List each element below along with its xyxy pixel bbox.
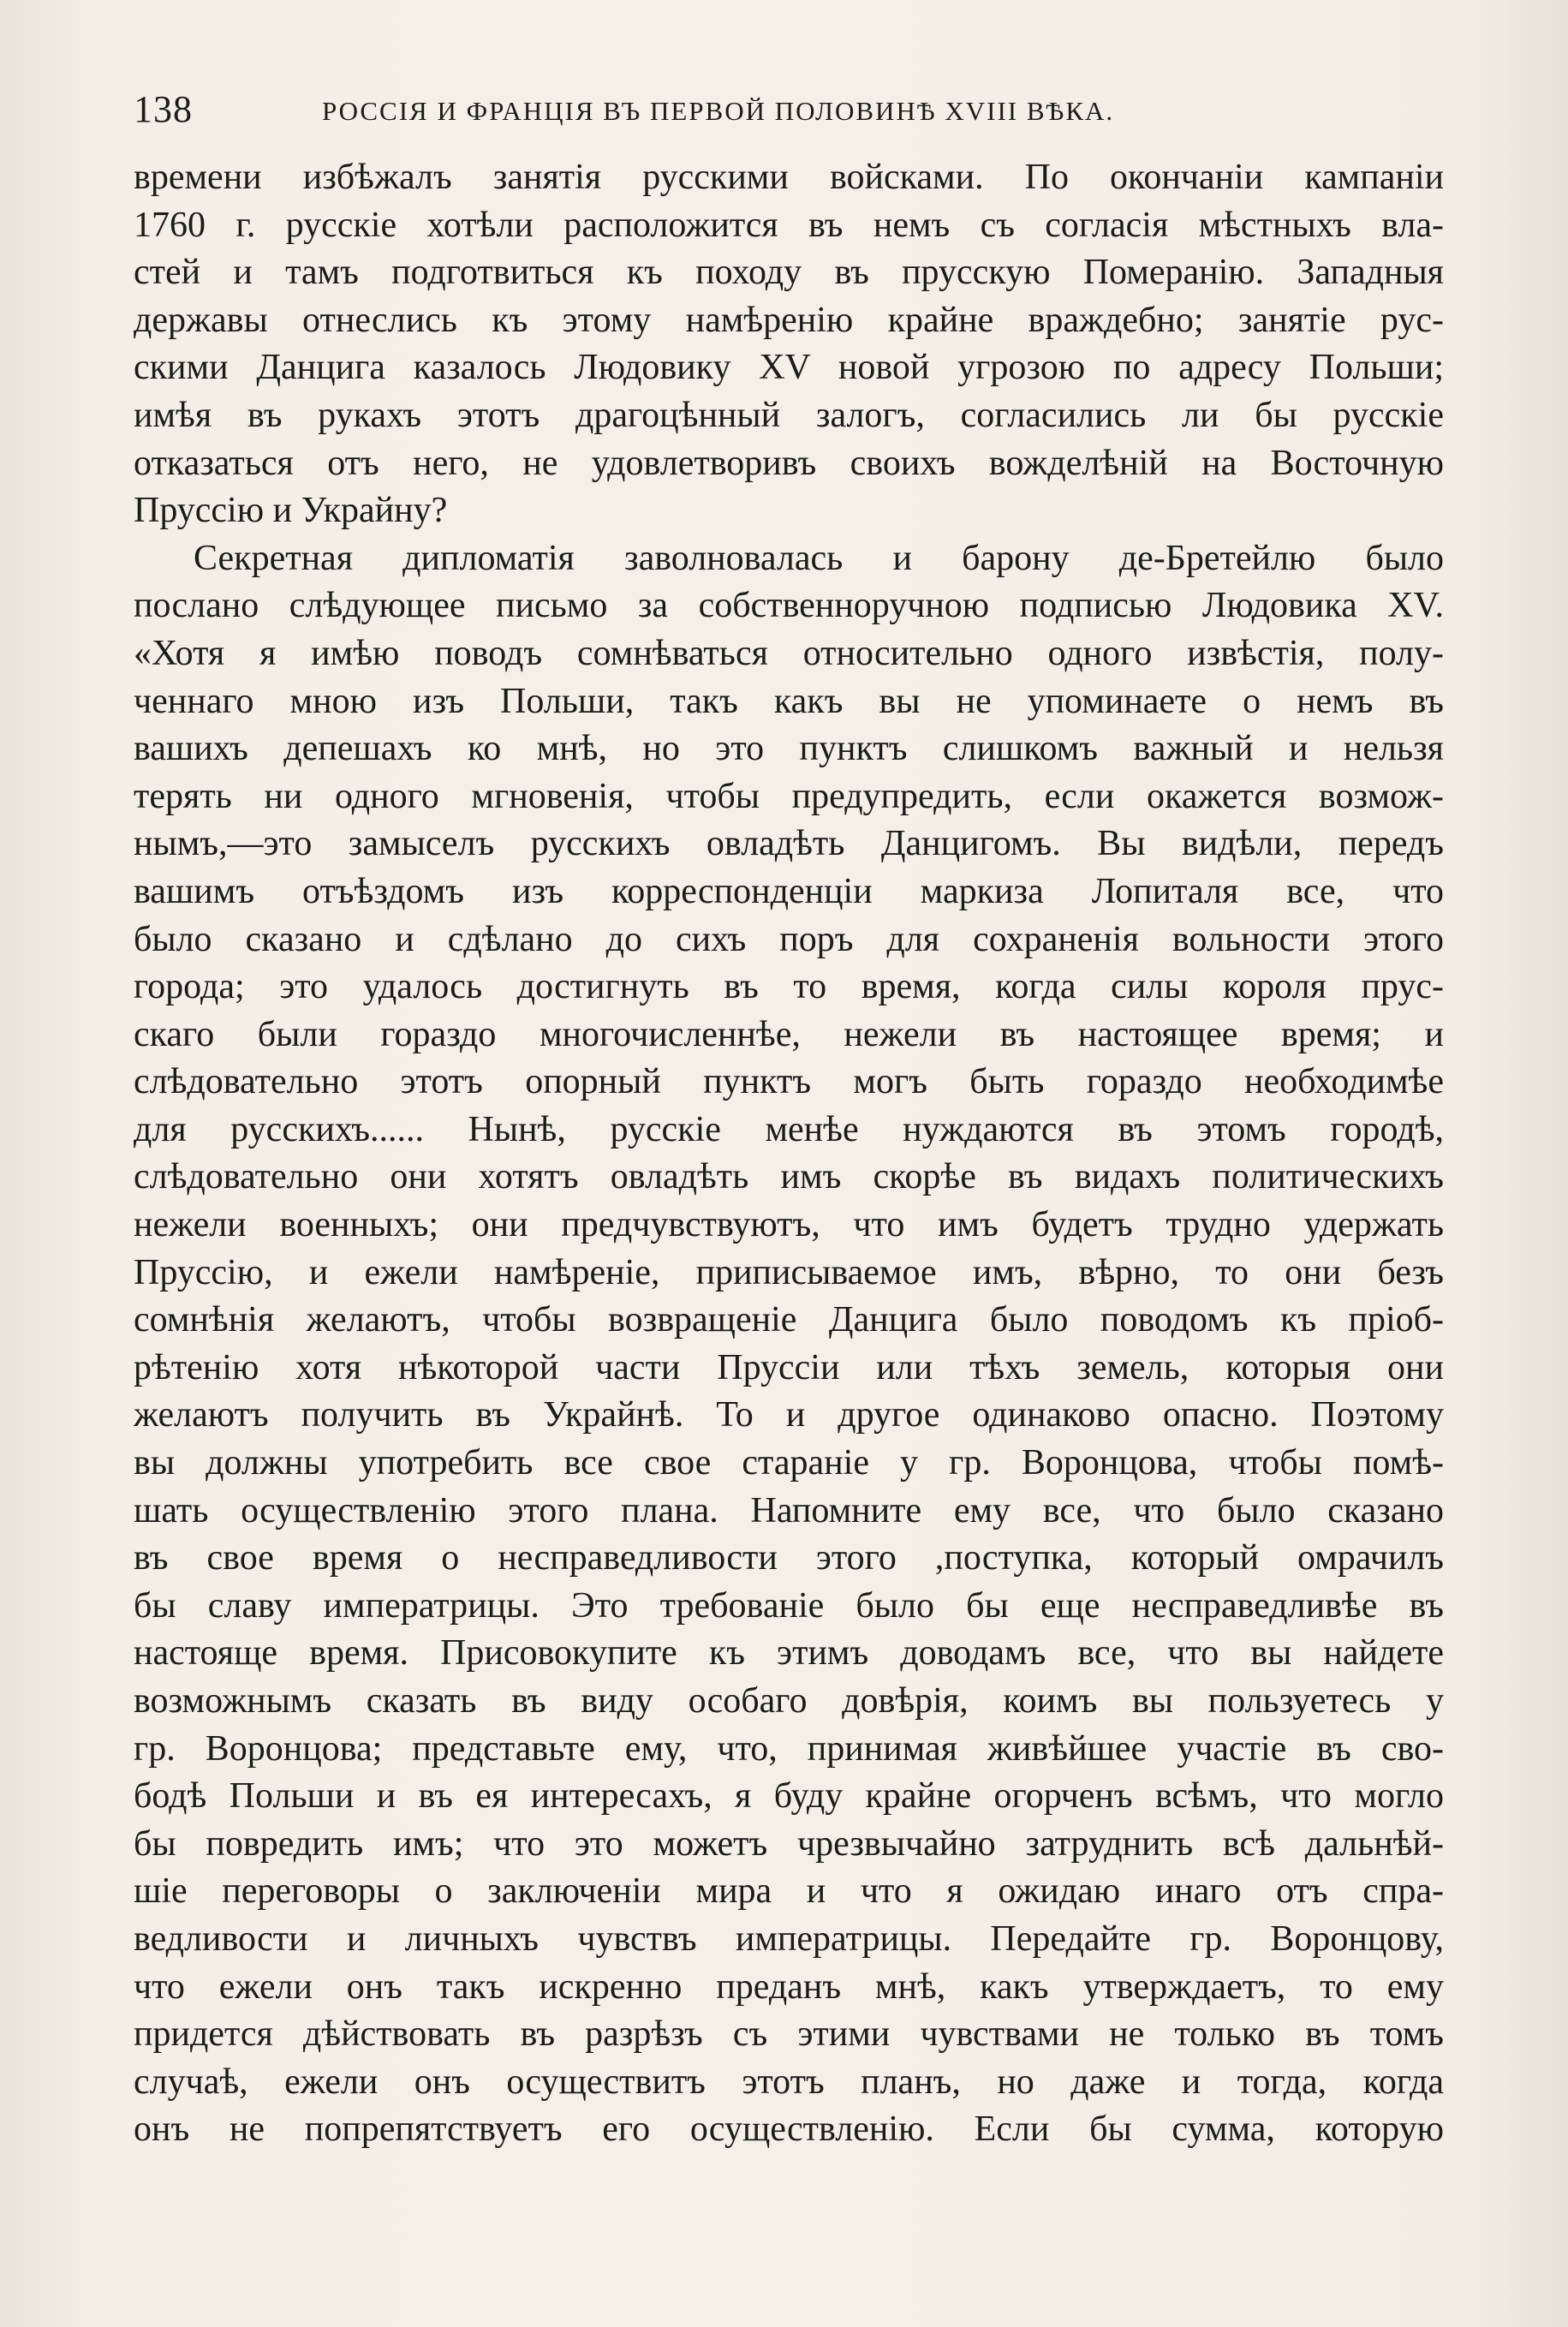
text-line: города; это удалось достигнуть въ то время, когда силы короля прус- xyxy=(134,967,1444,1007)
text-line: онъ не попрепятствуетъ его осуществленію. Если бы сумма, которую xyxy=(134,2109,1444,2150)
text-line: 1760 г. русскіе хотѣли расположится въ немъ съ согласія мѣстныхъ вла- xyxy=(134,205,1444,245)
text-line: было сказано и сдѣлано до сихъ поръ для сохраненія вольности этого xyxy=(134,919,1444,959)
text-line: сомнѣнія желаютъ, чтобы возвращеніе Данцига было поводомъ къ пріоб- xyxy=(134,1300,1444,1340)
text-line: случаѣ, ежели онъ осуществитъ этотъ планъ, но даже и тогда, когда xyxy=(134,2061,1444,2102)
text-line: ведливости и личныхъ чувствъ императрицы. Передайте гр. Воронцову, xyxy=(134,1918,1444,1959)
text-line: бы славу императрицы. Это требованіе было бы еще несправедливѣе въ xyxy=(134,1585,1444,1626)
text-line: Пруссію, и ежели намѣреніе, приписываемое имъ, вѣрно, то они безъ xyxy=(134,1252,1444,1292)
text-line: державы отнеслись къ этому намѣренію крайне враждебно; занятіе рус- xyxy=(134,300,1444,340)
text-line: стей и тамъ подготвиться къ походу въ прусскую Померанію. Западныя xyxy=(134,253,1444,293)
text-line: времени избѣжалъ занятія русскими войсками. По окончаніи кампаніи xyxy=(134,158,1444,197)
text-line: слѣдовательно они хотятъ овладѣть имъ скорѣе въ видахъ политическихъ xyxy=(134,1157,1444,1197)
paragraph-start-line: Секретная дипломатія заволновалась и барону де-Бретейлю было xyxy=(194,538,1444,578)
body-text xyxy=(134,154,1444,2154)
text-line: въ свое время о несправедливости этого ,поступка, который омрачилъ xyxy=(134,1538,1444,1578)
page-header xyxy=(134,84,1444,135)
text-line: вы должны употребить все свое стараніе у гр. Воронцова, чтобы помѣ- xyxy=(134,1443,1444,1483)
text-line: что ежели онъ такъ искренно преданъ мнѣ, какъ утверждаетъ, то ему xyxy=(134,1966,1444,2007)
text-line: имѣя въ рукахъ этотъ драгоцѣнный залогъ, согласились ли бы русскіе xyxy=(134,395,1444,435)
text-line: терять ни одного мгновенія, чтобы предупредить, если окажется возмож- xyxy=(134,776,1444,816)
text-line: шіе переговоры о заключеніи мира и что я ожидаю инаго отъ спра- xyxy=(134,1871,1444,1912)
text-line: ченнаго мною изъ Польши, такъ какъ вы не упоминаете о немъ въ xyxy=(134,681,1444,721)
text-line: бодѣ Польши и въ ея интересахъ, я буду крайне огорченъ всѣмъ, что могло xyxy=(134,1776,1444,1817)
text-line: возможнымъ сказать въ виду особаго довѣрія, коимъ вы пользуетесь у xyxy=(134,1681,1444,1721)
text-line: настояще время. Присовокупите къ этимъ доводамъ все, что вы найдете xyxy=(134,1633,1444,1674)
page-number: 138 xyxy=(134,88,193,130)
text-line: вашихъ депешахъ ко мнѣ, но это пунктъ слишкомъ важный и нельзя xyxy=(134,729,1444,769)
text-line: нежели военныхъ; они предчувствуютъ, что имъ будетъ трудно удержать xyxy=(134,1205,1444,1245)
text-line: отказаться отъ него, не удовлетворивъ своихъ вожделѣній на Восточную xyxy=(134,443,1444,483)
text-line: вашимъ отъѣздомъ изъ корреспонденціи маркиза Лопиталя все, что xyxy=(134,871,1444,911)
text-line: бы повредить имъ; что это можетъ чрезвычайно затруднить всѣ дальнѣй- xyxy=(134,1823,1444,1864)
text-line: скими Данцига казалось Людовику XV новой угрозою по адресу Польши; xyxy=(134,348,1444,388)
running-head: РОССІЯ И ФРАНЦІЯ ВЪ ПЕРВОЙ ПОЛОВИНѢ XVIII ВѢКА. xyxy=(322,96,1115,126)
text-line: шать осуществленію этого плана. Напомните ему все, что было сказано xyxy=(134,1490,1444,1530)
text-line: нымъ,—это замыселъ русскихъ овладѣть Данцигомъ. Вы видѣли, передъ xyxy=(134,824,1444,864)
text-line: скаго были гораздо многочисленнѣе, нежели въ настоящее время; и xyxy=(134,1014,1444,1054)
text-line: гр. Воронцова; представьте ему, что, принимая живѣйшее участіе въ сво- xyxy=(134,1728,1444,1769)
text-line: для русскихъ...... Нынѣ, русскіе менѣе нуждаются въ этомъ городѣ, xyxy=(134,1109,1444,1149)
text-line: придется дѣйствовать въ разрѣзъ съ этими чувствами не только въ томъ xyxy=(134,2014,1444,2055)
text-line: «Хотя я имѣю поводъ сомнѣваться относительно одного извѣстія, полу- xyxy=(134,633,1444,673)
text-line: слѣдовательно этотъ опорный пунктъ могъ быть гораздо необходимѣе xyxy=(134,1062,1444,1102)
text-line: послано слѣдующее письмо за собственноручною подписью Людовика XV. xyxy=(134,586,1444,626)
text-line: желаютъ получить въ Украйнѣ. То и другое одинаково опасно. Поэтому xyxy=(134,1395,1444,1435)
paragraph-end-line: Пруссію и Украйну? xyxy=(134,491,448,531)
text-line: рѣтенію хотя нѣкоторой части Пруссіи или тѣхъ земель, которыя они xyxy=(134,1347,1444,1387)
